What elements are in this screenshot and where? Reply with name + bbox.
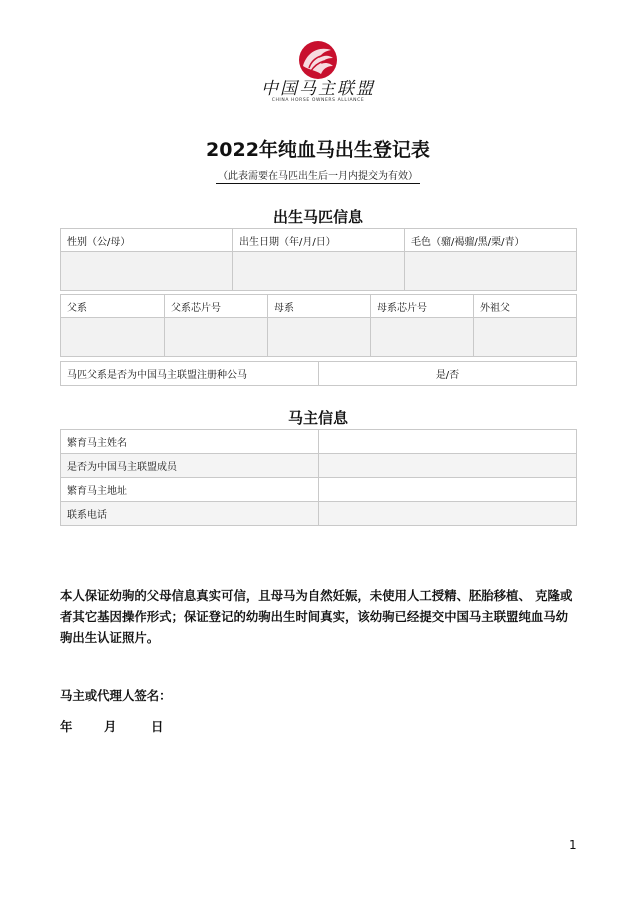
subtitle-text: （此表需要在马匹出生后一月内提交为有效）: [218, 171, 418, 182]
birth-date-field[interactable]: [233, 252, 405, 291]
form-title: 2022年纯血马出生登记表: [206, 139, 430, 161]
foal-section-heading: 出生马匹信息: [272, 208, 363, 226]
member-status-label: 是否为中国马主联盟成员: [61, 454, 319, 478]
owner-info-table: [60, 429, 577, 526]
table-row: [61, 454, 577, 478]
table-row: [61, 502, 577, 526]
damsire-label: 外祖父: [474, 295, 577, 318]
dam-chip-field[interactable]: [371, 318, 474, 357]
sire-field[interactable]: [61, 318, 165, 357]
birth-date-label: 出生日期（年/月/日）: [233, 229, 405, 252]
sire-registered-question: 马匹父系是否为中国马主联盟注册种公马: [61, 362, 319, 386]
page-number: 1: [569, 838, 577, 852]
breeder-address-field[interactable]: [319, 478, 577, 502]
sex-label: 性别（公/母）: [61, 229, 233, 252]
phone-field[interactable]: [319, 502, 577, 526]
table-header-row: [61, 229, 577, 252]
sire-label: 父系: [61, 295, 165, 318]
logo-chinese-name: 中国马主联盟: [261, 79, 375, 99]
sire-chip-field[interactable]: [165, 318, 268, 357]
damsire-field[interactable]: [474, 318, 577, 357]
sex-field[interactable]: [61, 252, 233, 291]
logo-english-name: CHINA HORSE OWNERS ALLIANCE: [271, 98, 365, 103]
dam-field[interactable]: [268, 318, 371, 357]
foal-basic-info-table: [60, 228, 577, 291]
date-year-label: 年: [60, 719, 73, 734]
coat-color-label: 毛色（骝/褐骝/黑/栗/青）: [405, 229, 577, 252]
phone-label: 联系电话: [61, 502, 319, 526]
coat-color-field[interactable]: [405, 252, 577, 291]
signature-label: 马主或代理人签名：: [60, 688, 172, 703]
table-header-row: [61, 295, 577, 318]
breeder-address-label: 繁育马主地址: [61, 478, 319, 502]
table-row: [61, 430, 577, 454]
table-input-row: [61, 252, 577, 291]
alliance-logo: [0, 40, 636, 104]
breeder-name-field[interactable]: [319, 430, 577, 454]
sire-registered-answer[interactable]: 是/否: [319, 362, 577, 386]
date-day-label: 日: [151, 719, 164, 734]
form-subtitle: [0, 164, 636, 184]
dam-label: 母系: [268, 295, 371, 318]
owner-section-heading: 马主信息: [287, 409, 348, 427]
dam-chip-label: 母系芯片号: [371, 295, 474, 318]
breeder-name-label: 繁育马主姓名: [61, 430, 319, 454]
sire-registration-table: [60, 361, 577, 386]
horse-head-logo-icon: [297, 40, 339, 80]
table-row: [61, 478, 577, 502]
table-input-row: [61, 318, 577, 357]
signature-date: [60, 717, 163, 735]
pedigree-table: [60, 294, 577, 357]
date-month-label: 月: [104, 719, 117, 734]
member-status-field[interactable]: [319, 454, 577, 478]
declaration-text: 本人保证幼驹的父母信息真实可信，且母马为自然妊娠，未使用人工授精、胚胎移植、 克隆或者其它基因操作形式；保证登记的幼驹出生时间真实，该幼驹已经提交中国马主联盟纯血马幼驹出生认证照片。: [60, 588, 573, 645]
table-row: [61, 362, 577, 386]
sire-chip-label: 父系芯片号: [165, 295, 268, 318]
